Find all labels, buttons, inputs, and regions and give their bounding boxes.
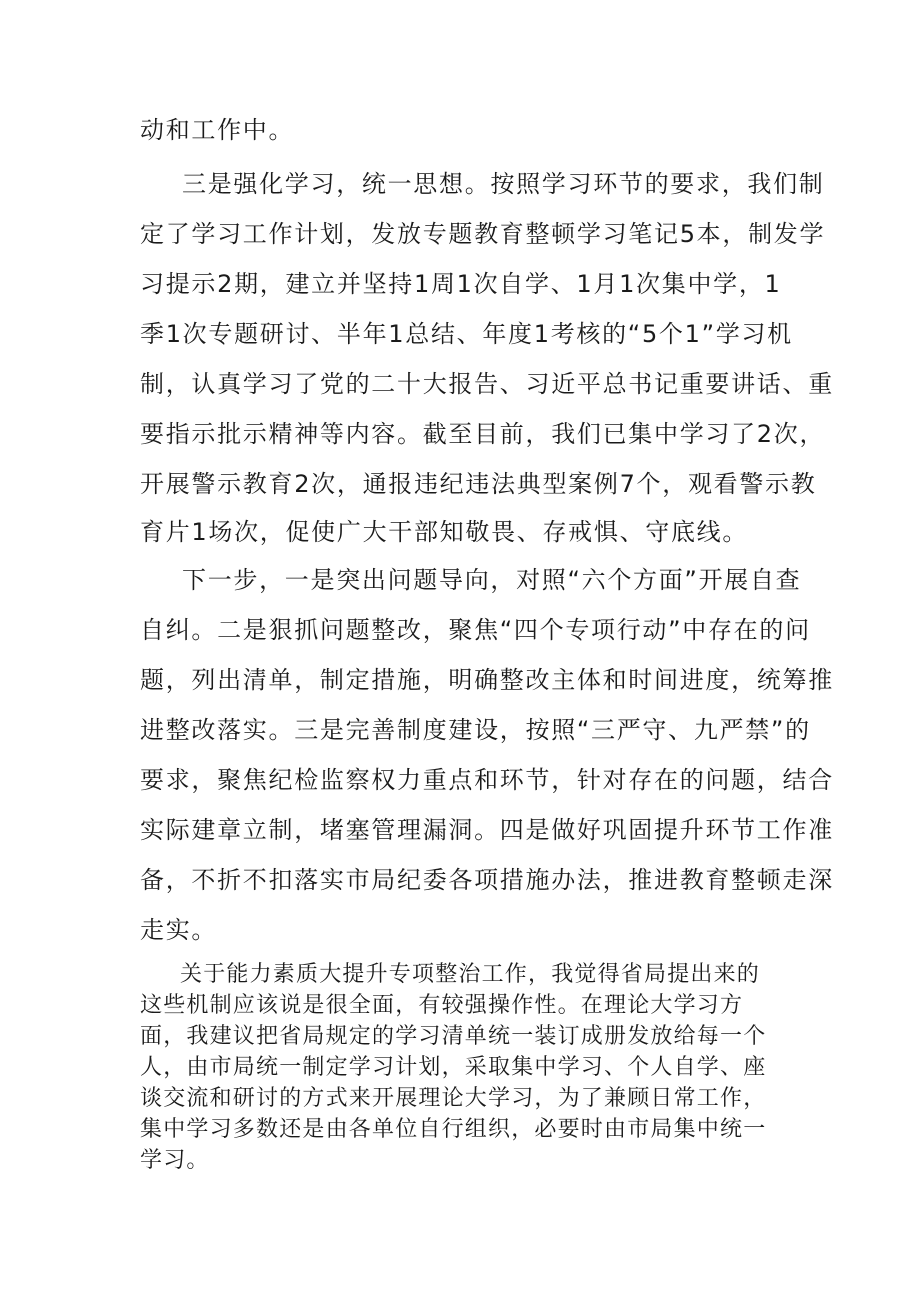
text-line: 面，我建议把省局规定的学习清单统一装订成册发放给每一个 — [140, 1024, 767, 1049]
text-line: 季1次专题研讨、半年1总结、年度1考核的“5个1”学习机 — [140, 320, 793, 348]
text-line: 关于能力素质大提升专项整治工作，我觉得省局提出来的 — [180, 962, 761, 987]
text-line: 下一步，一是突出问题导向，对照“六个方面”开展自查 — [182, 566, 802, 594]
text-line: 学习。 — [140, 1148, 210, 1173]
text-line: 要求，聚焦纪检监察权力重点和环节，针对存在的问题，结合 — [140, 766, 834, 794]
text-line: 定了学习工作计划，发放专题教育整顿学习笔记5本，制发学 — [140, 220, 826, 248]
text-line: 题，列出清单，制定措施，明确整改主体和时间进度，统筹推 — [140, 666, 834, 694]
text-line: 开展警示教育2次，通报违纪违法典型案例7个，观看警示教 — [140, 470, 817, 498]
text-line: 这些机制应该说是很全面，有较强操作性。在理论大学习方 — [140, 993, 744, 1018]
text-line: 谈交流和研讨的方式来开展理论大学习，为了兼顾日常工作， — [140, 1086, 767, 1111]
text-line: 实际建章立制，堵塞管理漏洞。四是做好巩固提升环节工作准 — [140, 816, 834, 844]
text-line: 集中学习多数还是由各单位自行组织，必要时由市局集中统一 — [140, 1117, 767, 1142]
text-line: 人，由市局统一制定学习计划，采取集中学习、个人自学、座 — [140, 1055, 767, 1080]
text-line: 育片1场次，促使广大干部知敬畏、存戒惧、守底线。 — [140, 518, 749, 546]
text-line: 三是强化学习，统一思想。按照学习环节的要求，我们制 — [182, 170, 825, 198]
text-line: 要指示批示精神等内容。截至目前，我们已集中学习了2次， — [140, 420, 826, 448]
text-line: 自纠。二是狠抓问题整改，聚焦“四个专项行动”中存在的问 — [140, 616, 811, 644]
text-line: 习提示2期，建立并坚持1周1次自学、1月1次集中学，1 — [140, 270, 782, 298]
text-line: 进整改落实。三是完善制度建设，按照“三严守、九严禁”的 — [140, 716, 811, 744]
text-line: 动和工作中。 — [140, 116, 295, 144]
text-line: 制，认真学习了党的二十大报告、习近平总书记重要讲话、重 — [140, 370, 834, 398]
text-line: 走实。 — [140, 916, 218, 944]
text-line: 备，不折不扣落实市局纪委各项措施办法，推进教育整顿走深 — [140, 866, 834, 894]
